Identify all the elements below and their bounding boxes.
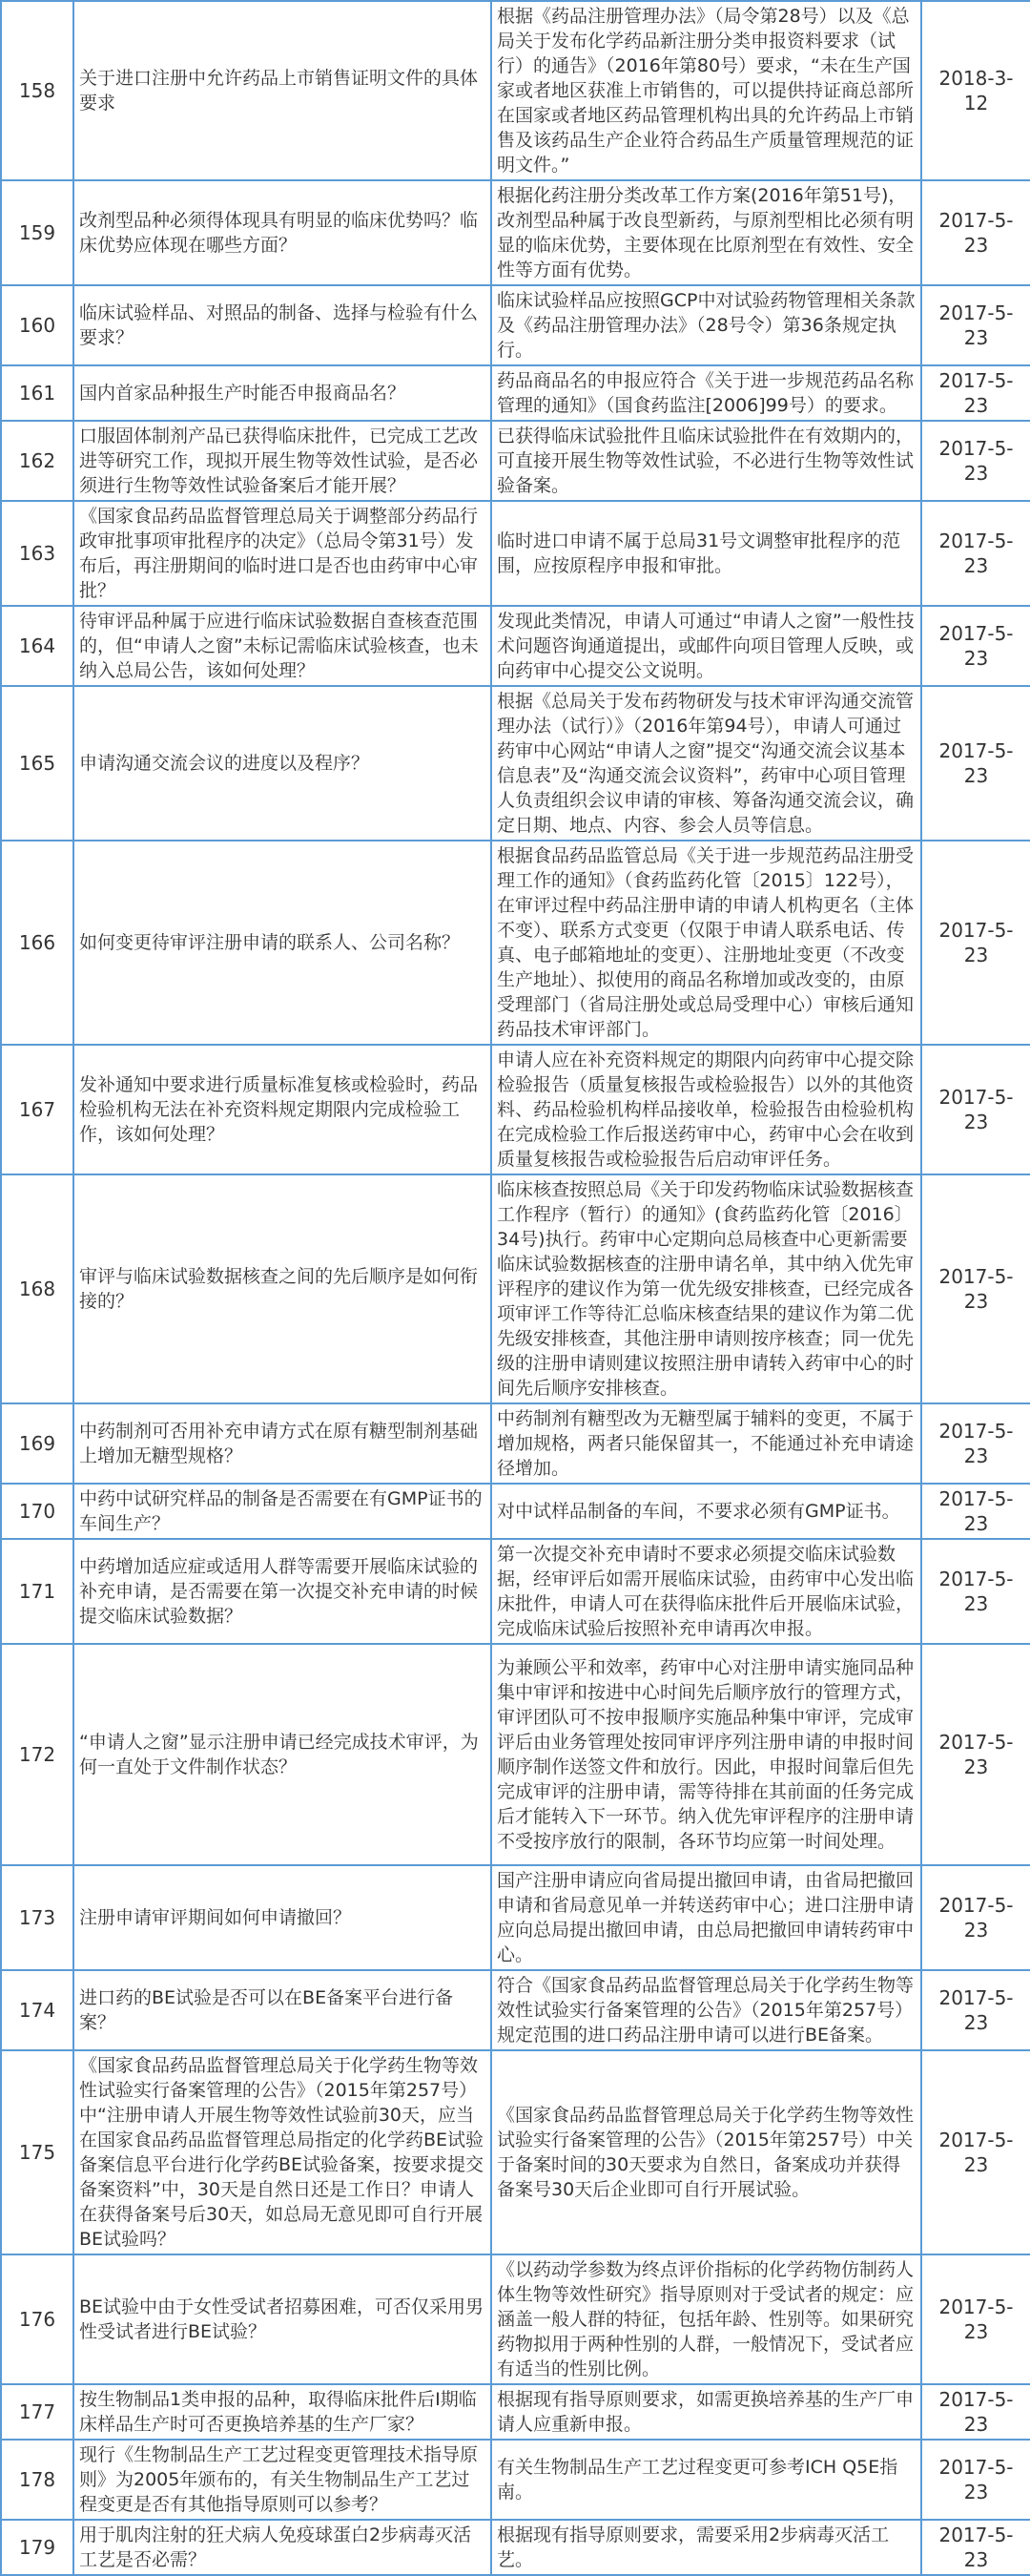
question-cell: 审评与临床试验数据核查之间的先后顺序是如何衔接的？	[73, 1174, 491, 1403]
answer-cell: 《国家食品药品监督管理总局关于化学药生物等效性试验实行备案管理的公告》（2015年第257号）中关于备案时间的30天要求为自然日，备案成功并获得备案号30天后企业即可自行开展试验。	[491, 2050, 921, 2254]
date-cell: 2017-5-23	[921, 2050, 1030, 2254]
row-number: 172	[1, 1644, 73, 1865]
date-cell: 2017-5-23	[921, 365, 1030, 421]
question-cell: 中药制剂可否用补充申请方式在原有糖型制剂基础上增加无糖型规格？	[73, 1403, 491, 1484]
table-row	[1, 1403, 1030, 1484]
answer-cell: 为兼顾公平和效率，药审中心对注册申请实施同品种集中审评和按进中心时间先后顺序放行的管理方式，审评团队可不按申报顺序实施品种集中审评，完成审评后由业务管理处按同审评序列注册申请的申报时间顺序制作送签文件和放行。因此，申报时间靠后但先完成审评的注册申请，需等待排在其前面的任务完成后才能转入下一环节。纳入优先审评程序的注册申请不受按序放行的限制，各环节均应第一时间处理。	[491, 1644, 921, 1865]
answer-cell: 根据《药品注册管理办法》（局令第28号）以及《总局关于发布化学药品新注册分类申报资料要求（试行）的通告》（2016年第80号）要求，“未在生产国家或者地区获准上市销售的，可以提供持证商总部所在国家或者地区药品管理机构出具的允许药品上市销售及该药品生产企业符合药品生产质量管理规范的证明文件。”	[491, 1, 921, 180]
answer-cell: 中药制剂有糖型改为无糖型属于辅料的变更，不属于增加规格，两者只能保留其一，不能通过补充申请途径增加。	[491, 1403, 921, 1484]
question-cell: 临床试验样品、对照品的制备、选择与检验有什么要求？	[73, 285, 491, 365]
row-number: 177	[1, 2384, 73, 2440]
answer-cell: 《以药动学参数为终点评价指标的化学药物仿制药人体生物等效性研究》指导原则对于受试者的规定：应涵盖一般人群的特征，包括年龄、性别等。如果研究药物拟用于两种性别的人群，一般情况下，受试者应有适当的性别比例。	[491, 2254, 921, 2384]
row-number: 178	[1, 2440, 73, 2520]
row-number: 175	[1, 2050, 73, 2254]
table-row	[1, 2254, 1030, 2384]
question-cell: “申请人之窗”显示注册申请已经完成技术审评，为何一直处于文件制作状态？	[73, 1644, 491, 1865]
table-row	[1, 1644, 1030, 1865]
answer-cell: 已获得临床试验批件且临床试验批件在有效期内的，可直接开展生物等效性试验，不必进行生物等效性试验备案。	[491, 421, 921, 501]
row-number: 173	[1, 1865, 73, 1970]
question-cell: 中药增加适应症或适用人群等需要开展临床试验的补充申请，是否需要在第一次提交补充申请的时候提交临床试验数据？	[73, 1539, 491, 1644]
question-cell: 关于进口注册中允许药品上市销售证明文件的具体要求	[73, 1, 491, 180]
row-number: 170	[1, 1484, 73, 1539]
row-number: 165	[1, 686, 73, 841]
answer-cell: 有关生物制品生产工艺过程变更可参考ICH Q5E指南。	[491, 2440, 921, 2520]
table-row	[1, 1174, 1030, 1403]
date-cell: 2017-5-23	[921, 2440, 1030, 2520]
answer-cell: 对中试样品制备的车间，不要求必须有GMP证书。	[491, 1484, 921, 1539]
answer-cell: 申请人应在补充资料规定的期限内向药审中心提交除检验报告（质量复核报告或检验报告）以外的其他资料、药品检验机构样品接收单，检验报告由检验机构在完成检验工作后报送药审中心，药审中心会在收到质量复核报告或检验报告后启动审评任务。	[491, 1045, 921, 1174]
row-number: 163	[1, 501, 73, 606]
date-cell: 2017-5-23	[921, 1539, 1030, 1644]
date-cell: 2017-5-23	[921, 606, 1030, 686]
question-cell: 按生物制品1类申报的品种，取得临床批件后Ⅰ期临床样品生产时可否更换培养基的生产厂家？	[73, 2384, 491, 2440]
row-number: 166	[1, 841, 73, 1045]
answer-cell: 临床试验样品应按照GCP中对试验药物管理相关条款及《药品注册管理办法》（28号令）第36条规定执行。	[491, 285, 921, 365]
table-row	[1, 1, 1030, 180]
date-cell: 2017-5-23	[921, 285, 1030, 365]
answer-cell: 国产注册申请应向省局提出撤回申请，由省局把撤回申请和省局意见单一并转送药审中心；进口注册申请应向总局提出撤回申请，由总局把撤回申请转药审中心。	[491, 1865, 921, 1970]
date-cell: 2017-5-23	[921, 1970, 1030, 2050]
question-cell: 中药中试研究样品的制备是否需要在有GMP证书的车间生产？	[73, 1484, 491, 1539]
question-cell: 《国家食品药品监督管理总局关于调整部分药品行政审批事项审批程序的决定》（总局令第31号）发布后，再注册期间的临时进口是否也由药审中心审批？	[73, 501, 491, 606]
question-cell: 《国家食品药品监督管理总局关于化学药生物等效性试验实行备案管理的公告》（2015年第257号）中“注册申请人开展生物等效性试验前30天，应当在国家食品药品监督管理总局指定的化学药BE试验备案信息平台进行化学药BE试验备案，按要求提交备案资料”中，30天是自然日还是工作日？申请人在获得备案号后30天，如总局无意见即可自行开展BE试验吗？	[73, 2050, 491, 2254]
date-cell: 2017-5-23	[921, 1403, 1030, 1484]
table-row	[1, 606, 1030, 686]
row-number: 174	[1, 1970, 73, 2050]
question-cell: 现行《生物制品生产工艺过程变更管理技术指导原则》为2005年颁布的，有关生物制品生产工艺过程变更是否有其他指导原则可以参考？	[73, 2440, 491, 2520]
answer-cell: 第一次提交补充申请时不要求必须提交临床试验数据，经审评后如需开展临床试验，由药审中心发出临床批件，申请人可在获得临床批件后开展临床试验，完成临床试验后按照补充申请再次申报。	[491, 1539, 921, 1644]
question-cell: 如何变更待审评注册申请的联系人、公司名称？	[73, 841, 491, 1045]
table-row	[1, 285, 1030, 365]
answer-cell: 根据《总局关于发布药物研发与技术审评沟通交流管理办法（试行）》（2016年第94号），申请人可通过药审中心网站“申请人之窗”提交“沟通交流会议基本信息表”及“沟通交流会议资料”，药审中心项目管理人负责组织会议申请的审核、筹备沟通交流会议，确定日期、地点、内容、参会人员等信息。	[491, 686, 921, 841]
question-cell: 国内首家品种报生产时能否申报商品名？	[73, 365, 491, 421]
question-cell: 发补通知中要求进行质量标准复核或检验时，药品检验机构无法在补充资料规定期限内完成检验工作，该如何处理？	[73, 1045, 491, 1174]
answer-cell: 根据食品药品监管总局《关于进一步规范药品注册受理工作的通知》（食药监药化管〔2015〕122号），在审评过程中药品注册申请的申请人机构更名（主体不变）、联系方式变更（仅限于申请人联系电话、传真、电子邮箱地址的变更）、注册地址变更（不改变生产地址）、拟使用的商品名称增加或改变的，由原受理部门（省局注册处或总局受理中心）审核后通知药品技术审评部门。	[491, 841, 921, 1045]
row-number: 168	[1, 1174, 73, 1403]
date-cell: 2017-5-23	[921, 686, 1030, 841]
date-cell: 2017-5-23	[921, 180, 1030, 285]
date-cell: 2017-5-23	[921, 421, 1030, 501]
answer-cell: 根据现有指导原则要求，如需更换培养基的生产厂申请人应重新申报。	[491, 2384, 921, 2440]
row-number: 176	[1, 2254, 73, 2384]
question-cell: 改剂型品种必须得体现具有明显的临床优势吗？临床优势应体现在哪些方面？	[73, 180, 491, 285]
row-number: 159	[1, 180, 73, 285]
table-row	[1, 1484, 1030, 1539]
answer-cell: 发现此类情况，申请人可通过“申请人之窗”一般性技术问题咨询通道提出，或邮件向项目管理人反映，或向药审中心提交公文说明。	[491, 606, 921, 686]
question-cell: 注册申请审评期间如何申请撤回？	[73, 1865, 491, 1970]
table-row	[1, 421, 1030, 501]
date-cell: 2017-5-23	[921, 1865, 1030, 1970]
answer-cell: 符合《国家食品药品监督管理总局关于化学药生物等效性试验实行备案管理的公告》（2015年第257号）规定范围的进口药品注册申请可以进行BE备案。	[491, 1970, 921, 2050]
table-row	[1, 1539, 1030, 1644]
table-row	[1, 2440, 1030, 2520]
answer-cell: 根据现有指导原则要求，需要采用2步病毒灭活工艺。	[491, 2520, 921, 2575]
table-row	[1, 1970, 1030, 2050]
date-cell: 2017-5-23	[921, 2254, 1030, 2384]
answer-cell: 临时进口申请不属于总局31号文调整审批程序的范围，应按原程序申报和审批。	[491, 501, 921, 606]
answer-cell: 根据化药注册分类改革工作方案(2016年第51号)，改剂型品种属于改良型新药，与原剂型相比必须有明显的临床优势，主要体现在比原剂型在有效性、安全性等方面有优势。	[491, 180, 921, 285]
table-row	[1, 1045, 1030, 1174]
table-row	[1, 501, 1030, 606]
table-row	[1, 365, 1030, 421]
row-number: 160	[1, 285, 73, 365]
table-row	[1, 180, 1030, 285]
date-cell: 2017-5-23	[921, 841, 1030, 1045]
table-row	[1, 2384, 1030, 2440]
table-row	[1, 2050, 1030, 2254]
row-number: 171	[1, 1539, 73, 1644]
date-cell: 2017-5-23	[921, 1484, 1030, 1539]
date-cell: 2017-5-23	[921, 1174, 1030, 1403]
date-cell: 2017-5-23	[921, 2520, 1030, 2575]
row-number: 167	[1, 1045, 73, 1174]
date-cell: 2017-5-23	[921, 1045, 1030, 1174]
answer-cell: 临床核查按照总局《关于印发药物临床试验数据核查工作程序（暂行）的通知》(食药监药化管〔2016〕34号)执行。药审中心定期向总局核查中心更新需要临床试验数据核查的注册申请名单，其中纳入优先审评程序的建议作为第一优先级安排核查，已经完成各项审评工作等待汇总临床核查结果的建议作为第二优先级安排核查，其他注册申请则按序核查；同一优先级的注册申请则建议按照注册申请转入药审中心的时间先后顺序安排核查。	[491, 1174, 921, 1403]
date-cell: 2017-5-23	[921, 2384, 1030, 2440]
table-row	[1, 1865, 1030, 1970]
question-cell: 进口药的BE试验是否可以在BE备案平台进行备案？	[73, 1970, 491, 2050]
date-cell: 2017-5-23	[921, 501, 1030, 606]
row-number: 161	[1, 365, 73, 421]
row-number: 162	[1, 421, 73, 501]
table-row	[1, 686, 1030, 841]
answer-cell: 药品商品名的申报应符合《关于进一步规范药品名称管理的通知》（国食药监注[2006]99号）的要求。	[491, 365, 921, 421]
date-cell: 2018-3-12	[921, 1, 1030, 180]
question-cell: BE试验中由于女性受试者招募困难，可否仅采用男性受试者进行BE试验？	[73, 2254, 491, 2384]
question-cell: 待审评品种属于应进行临床试验数据自查核查范围的，但“申请人之窗”未标记需临床试验核查，也未纳入总局公告，该如何处理？	[73, 606, 491, 686]
row-number: 179	[1, 2520, 73, 2575]
table-row	[1, 841, 1030, 1045]
row-number: 164	[1, 606, 73, 686]
row-number: 169	[1, 1403, 73, 1484]
question-cell: 口服固体制剂产品已获得临床批件，已完成工艺改进等研究工作，现拟开展生物等效性试验，是否必须进行生物等效性试验备案后才能开展？	[73, 421, 491, 501]
question-cell: 申请沟通交流会议的进度以及程序？	[73, 686, 491, 841]
date-cell: 2017-5-23	[921, 1644, 1030, 1865]
table-row	[1, 2520, 1030, 2575]
question-cell: 用于肌肉注射的狂犬病人免疫球蛋白2步病毒灭活工艺是否必需？	[73, 2520, 491, 2575]
row-number: 158	[1, 1, 73, 180]
